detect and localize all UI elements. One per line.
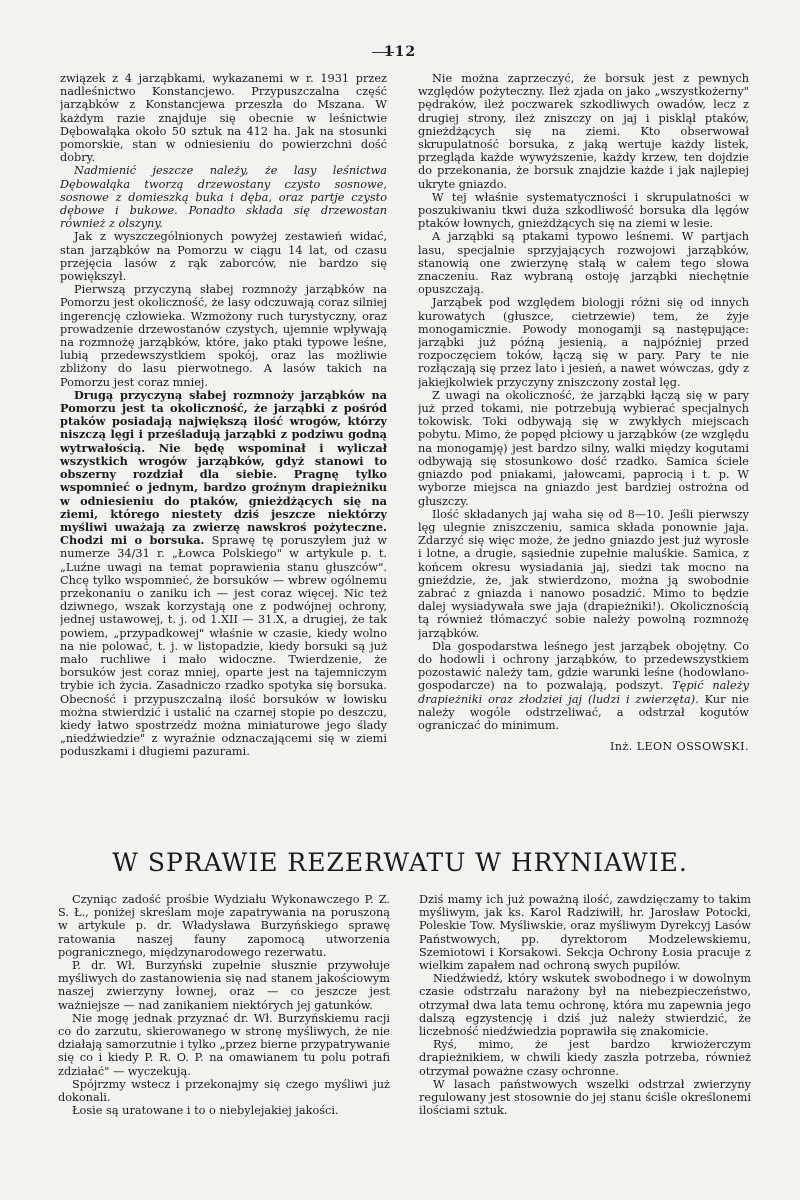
paragraph: Nie mogę jednak przyznać dr. Wł. Burzyńskiemu racji co do zarzutu, skierowanego w stronę myśliwych, że nie działają samorzutnie i tylko „przez bierne przypatrywanie się co i kiedy P. R. O. P. na omawianem tu polu potrafi zdziałać" — wyczekują. bbox=[58, 1011, 390, 1078]
paragraph: Łosie są uratowane i to o niebylejakiej jakości. bbox=[72, 1104, 339, 1118]
bold-text: Drugą przyczyną słabej rozmnoży jarząbków na Pomorzu jest ta okoliczność, że jarząbki z pośród ptaków posiadają największą ilość wrogów, którzy niszczą lęgi i prześladują jarząbki z podziwu godną wytrwałością. Nie będę wspominał i wyliczał wszystkich wrogów jarząbków, gdyż stanowi to obszerny rozdział dla siebie. Pragnę tylko wspomnieć o jednym, bardzo groźnym drapieżniku w odniesieniu do ptaków, gnieżdżących się na ziemi, którego niestety dziś jeszcze niektórzy myśliwi uważają za zwierzę nawskroś pożyteczne. Chodzi mi o borsuka. bbox=[60, 387, 387, 548]
italic-text: Tępić należy drapieżniki oraz złodziei jaj (ludzi i zwierzęta). bbox=[418, 679, 749, 706]
article1-right-column bbox=[418, 72, 749, 842]
author-signature: Inż. LEON OSSOWSKI. bbox=[609, 740, 749, 754]
paragraph: Nie można zaprzeczyć, że borsuk jest z pewnych względów pożyteczny. Ileż zjada on jako „wszystkożerny" pędraków, ileż poczwarek szkodliwych owadów, lecz z drugiej strony, ileż zniszczy on jaj i pisklął ptaków, gnieżdżących się na ziemi. Kto obserwował skrupulatność borsuka, z jaką wertuje każdy listek, przegląda każde wywyższenie, każdy krzew, ten dojdzie do przekonania, że borsuk znajdzie każde i jak najlepiej ukryte gniazdo. bbox=[418, 72, 749, 191]
paragraph: Nadmienić jeszcze należy, że lasy leśnictwa Dębowałąka tworzą drzewostany czysto sosnowe, sosnowe z domieszką buka i dęba, oraz partje czysto dębowe i bukowe. Ponadto składa się drzewostan również z olszyny. bbox=[60, 164, 387, 231]
paragraph: Dziś mamy ich już poważną ilość, zawdzięczamy to takim myśliwym, jak ks. Karol Radziwiłł, hr. Jarosław Potocki, Poleskie Tow. Myśliwskie, oraz myśliwym Dyrekcyj Lasów Państwowych, pp. dyrektorom Modzelewskiemu, Szemiotowi i Korsakowi. Sekcja Ochrony Łosia pracuje z wielkim zapałem nad ochroną swych pupilów. bbox=[419, 893, 751, 973]
paragraph bbox=[60, 389, 387, 759]
paragraph: Czyniąc zadość prośbie Wydziału Wykonawczego P. Z. S. Ł., poniżej skreślam moje zapatrywania na poruszoną w artykule p. dr. Władysława Burzyńskiego sprawę ratowania naszej fauny zapomocą utworzenia pogranicznego, międzynarodowego rezerwatu. bbox=[58, 893, 390, 959]
paragraph: Jarząbek pod względem biologji różni się od innych kurowatych (głuszce, cietrzewie) tem, że żyje monogamicznie. Powody monogamji są następujące: jarząbki już późną jesienią, a najpóźniej przed rozpoczęciem toków, łączą się w pary. Pary te nie rozłączają się przez lato i jesień, a nawet wówczas, gdy z jakiejkolwiek przyczyny zniszczony został lęg. bbox=[418, 296, 749, 389]
article1-left-column bbox=[60, 72, 387, 842]
page-number-rule bbox=[372, 52, 394, 53]
paragraph: P. dr. Wł. Burzyński zupełnie słusznie przywołuje myśliwych do zastanowienia się nad stanem jakościowym naszej zwierzyny łownej, oraz — co jeszcze jest ważniejsze — nad zanikaniem niektórych jej gatunków. bbox=[58, 959, 390, 1012]
page-number: 112 bbox=[383, 44, 417, 60]
article-title: W SPRAWIE REZERWATU W HRYNIAWIE. bbox=[112, 848, 688, 877]
paragraph: Ilość składanych jaj waha się od 8—10. Jeśli pierwszy lęg ulegnie zniszczeniu, samica składa ponownie jaja. Zdarzyć się więc może, że jedno gniazdo jest już wyrosłe i lotne, a drugie, sąsiednie zupełnie maluśkie. Samica, z końcem okresu wysiadania jaj, siedzi tak mocno na gnieździe, że, jak stwierdzono, można ją swobodnie zabrać z gniazda i nanowo posadzić. Mimo to będzie dalej wysiadywała swe jaja (drapieżniki!). Okolicznością tą również tłómaczyć sobie należy powolną rozmnożę jarząbków. bbox=[418, 507, 749, 640]
text: Dla gospodarstwa leśnego jest jarząbek obojętny. Co do hodowli i ochrony jarząbków, to przedewszystkiem pozostawić należy tam, gdzie warunki leśne (hodowlano-gospodarcze) na to pozwalają, podszyt. bbox=[418, 639, 749, 693]
paragraph bbox=[418, 640, 749, 732]
paragraph: Ryś, mimo, że jest bardzo krwiożerczym drapieżnikiem, w chwili kiedy zaszła potrzeba, również otrzymał poważne czasy ochronne. bbox=[419, 1038, 751, 1078]
paragraph: W tej właśnie systematyczności i skrupulatności w poszukiwaniu tkwi duża szkodliwość borsuka dla lęgów ptaków łownych, gnieżdżących się na ziemi w lesie. bbox=[418, 190, 749, 231]
article2-left-column bbox=[58, 893, 390, 1193]
article2-right-column bbox=[419, 893, 751, 1193]
paragraph: Z uwagi na okoliczność, że jarząbki łączą się w pary już przed tokami, nie potrzebują wybierać specjalnych tokowisk. Toki odbywają się w zwykłych miejscach pobytu. Mimo, że popęd płciowy u jarząbków (ze względu na monogamję) jest bardzo silny, walki między kogutami odbywają się stosunkowo dość rzadko. Samica ściele gniazdo pod pniakami, jałowcami, paprocią i t. p. W wyborze miejsca na gniazdo jest bardziej ostrożna od głuszczy. bbox=[418, 388, 749, 508]
text: Kur nie należy wogóle odstrzeliwać, a odstrzał kogutów ograniczać do minimum. bbox=[418, 692, 749, 732]
paragraph: związek z 4 jarząbkami, wykazanemi w r. 1931 przez nadleśnictwo Konstancjewo. Przypuszczalna część jarząbków z Konstancjewa przeszła do Mszana. W każdym razie znajduje się obecnie w leśnictwie Dębowałąka około 50 sztuk na 412 ha. Jak na stosunki pomorskie, stan w odniesieniu do powierzchni dość dobry. bbox=[60, 72, 387, 165]
paragraph: W lasach państwowych wszelki odstrzał zwierzyny regulowany jest stosownie do jej stanu ściśle określonemi ilościami sztuk. bbox=[419, 1077, 751, 1118]
paragraph: A jarząbki są ptakami typowo leśnemi. W partjach lasu, specjalnie sprzyjających rozwojowi jarząbków, stanowią one zwierzynę stałą w całem tego słowa znaczeniu. Raz wybraną ostoję jarząbki niechętnie opuszczają. bbox=[418, 230, 749, 297]
paragraph: Niedźwiedź, który wskutek swobodnego i w dowolnym czasie odstrzału narażony był na niebezpieczeństwo, otrzymał dwa lata temu ochronę, która mu zapewnia jego dalszą egzystencję i dziś już należy stwierdzić, że liczebność niedźwiedzia poprawiła się znakomicie. bbox=[419, 972, 751, 1039]
paragraph: Pierwszą przyczyną słabej rozmnoży jarząbków na Pomorzu jest okoliczność, że lasy odczuwają coraz silniej ingerencję człowieka. Wzmożony ruch turystyczny, oraz prowadzenie drzewostanów czystych, ujemnie wpływają na rozmnożę jarząbków, które, jako ptaki typowe leśne, lubią przedewszystkiem spokój, oraz las możliwie zbliżony do lasu pierwotnego. A lasów takich na Pomorzu jest coraz mniej. bbox=[60, 283, 387, 389]
text: Sprawę tę poruszyłem już w numerze 34/31 r. „Łowca Polskiego" w artykule p. t. „Luźne uwagi na temat poprawienia stanu głuszców". Chcę tylko wspomnieć, że borsuków — wbrew ogólnemu przekonaniu o zaniku ich — jest coraz więcej. Nic też dziwnego, wszak korzystają one z podwójnej ochrony, jednej ustawowej, t. j. od 1.XII — 31.X, a drugiej, że tak powiem, „przypadkowej" właśnie w czasie, kiedy wolno na nie polować, t. j. w listopadzie, kiedy borsuki są już mało ruchliwe i mało widoczne. Twierdzenie, że borsuków jest coraz mniej, oparte jest na tajemniczym trybie ich życia. Zasadniczo rzadko spotyka się borsuka. Obecność i przypuszczalną ilość borsuków w łowisku można stwierdzić i ustalić na czarnej stopie po deszczu, kiedy łatwo spostrzedz można miniaturowe jego ślady „niedźwiedzie" z wyraźnie odznaczającemi się w ziemi poduszkami i długiemi pazurami. bbox=[60, 534, 387, 759]
paragraph: Spójrzmy wstecz i przekonajmy się czego myśliwi już dokonali. bbox=[58, 1077, 390, 1105]
paragraph: Jak z wyszczególnionych powyżej zestawień widać, stan jarząbków na Pomorzu w ciągu 14 lat, od czasu przejęcia lasów z rąk zaborców, nie bardzo się powiększył. bbox=[60, 230, 387, 284]
